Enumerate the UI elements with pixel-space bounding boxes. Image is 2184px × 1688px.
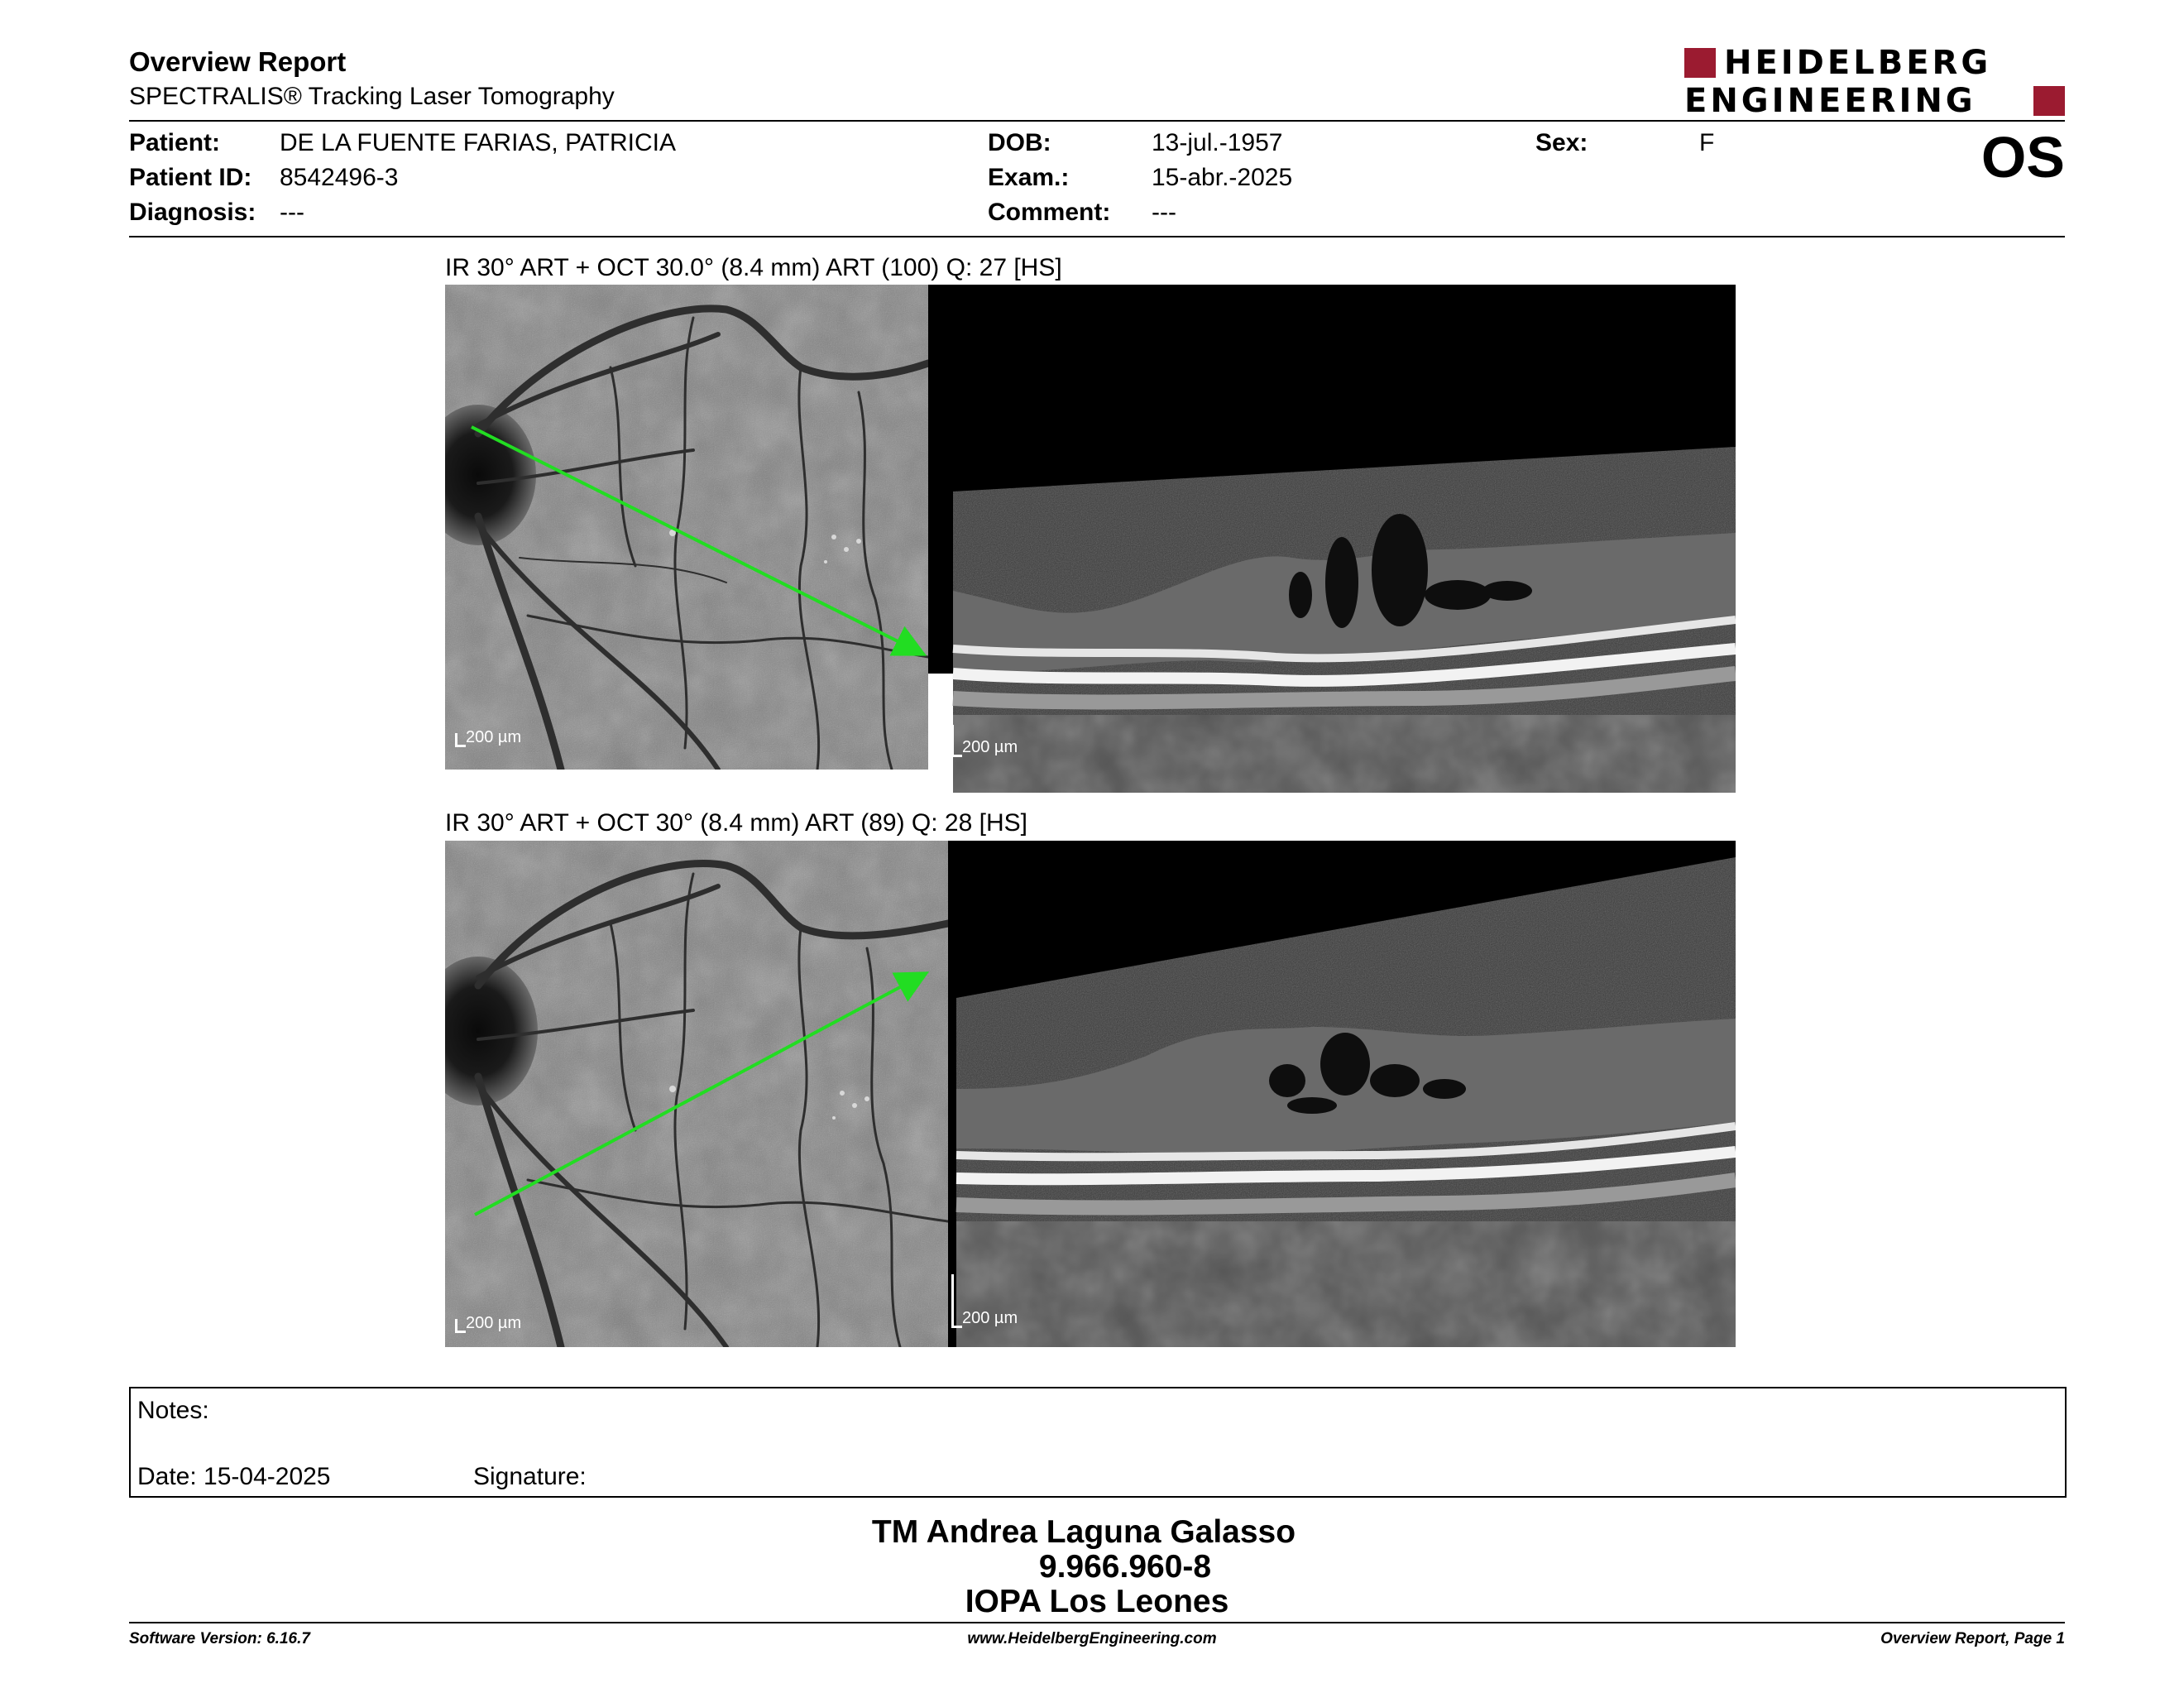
exam-value: 15-abr.-2025: [1152, 164, 1293, 191]
dob-value: 13-jul.-1957: [1152, 129, 1283, 156]
patient-id: 8542496-3: [280, 164, 399, 191]
fundus-scalebar-2: [455, 1314, 521, 1333]
patient-label: Patient:: [129, 129, 221, 156]
sex-label: Sex:: [1535, 129, 1588, 156]
exam-label: Exam.:: [988, 164, 1070, 191]
logo-line1: HEIDELBERG: [1724, 44, 1992, 82]
scan-title-1: IR 30° ART + OCT 30.0° (8.4 mm) ART (100) Q: 27 [HS]: [445, 254, 1062, 281]
signatory-name: TM Andrea Laguna Galasso: [871, 1514, 1296, 1550]
signatory-id: 9.966.960-8: [1038, 1549, 1212, 1585]
fundus-image-1: [445, 285, 928, 770]
heidelberg-logo: [1684, 44, 2065, 120]
scalebar-icon: [951, 725, 962, 757]
report-subtitle: SPECTRALIS® Tracking Laser Tomography: [129, 83, 615, 110]
date-label: Date: 15-04-2025: [137, 1463, 331, 1490]
dob-label: DOB:: [988, 129, 1051, 156]
header-divider: [129, 120, 2065, 122]
bscan-scalebar-1: [951, 725, 1018, 757]
bscan-image-1: [928, 285, 1736, 793]
fundus-scale-label-1: 200 µm: [466, 728, 522, 746]
website-link[interactable]: www.HeidelbergEngineering.com: [967, 1630, 1217, 1647]
sex-value: F: [1699, 129, 1715, 156]
page-indicator: Overview Report, Page 1: [1880, 1630, 2065, 1647]
notes-label: Notes:: [137, 1397, 209, 1424]
logo-line2: ENGINEERING: [1684, 82, 1976, 120]
patient-name: DE LA FUENTE FARIAS, PATRICIA: [280, 129, 676, 156]
scalebar-icon: [455, 1319, 466, 1333]
bscan-scalebar-2: [951, 1274, 1018, 1328]
patient-id-label: Patient ID:: [129, 164, 252, 191]
scalebar-icon: [951, 1274, 962, 1328]
fundus-scale-label-2: 200 µm: [466, 1314, 522, 1332]
comment-value: ---: [1152, 199, 1176, 226]
notes-box[interactable]: [129, 1387, 2067, 1498]
bscan-image-2: [948, 841, 1736, 1347]
signatory-institution: IOPA Los Leones: [965, 1584, 1229, 1619]
software-version: Software Version: 6.16.7: [129, 1630, 310, 1647]
bscan-scale-label-2: 200 µm: [962, 1309, 1018, 1327]
scalebar-icon: [455, 733, 466, 747]
signature-label: Signature:: [473, 1463, 587, 1490]
comment-label: Comment:: [988, 199, 1111, 226]
report-title: Overview Report: [129, 46, 347, 77]
scan-title-2: IR 30° ART + OCT 30° (8.4 mm) ART (89) Q: 28 [HS]: [445, 809, 1027, 837]
bscan-scale-label-1: 200 µm: [962, 738, 1018, 756]
fundus-scalebar-1: [455, 728, 521, 747]
fundus-image-2: [445, 841, 948, 1347]
footer-divider: [129, 1622, 2065, 1623]
diagnosis-label: Diagnosis:: [129, 199, 256, 226]
info-divider: [129, 236, 2065, 237]
eye-indicator: OS: [1980, 125, 2065, 189]
diagnosis-value: ---: [280, 199, 304, 226]
